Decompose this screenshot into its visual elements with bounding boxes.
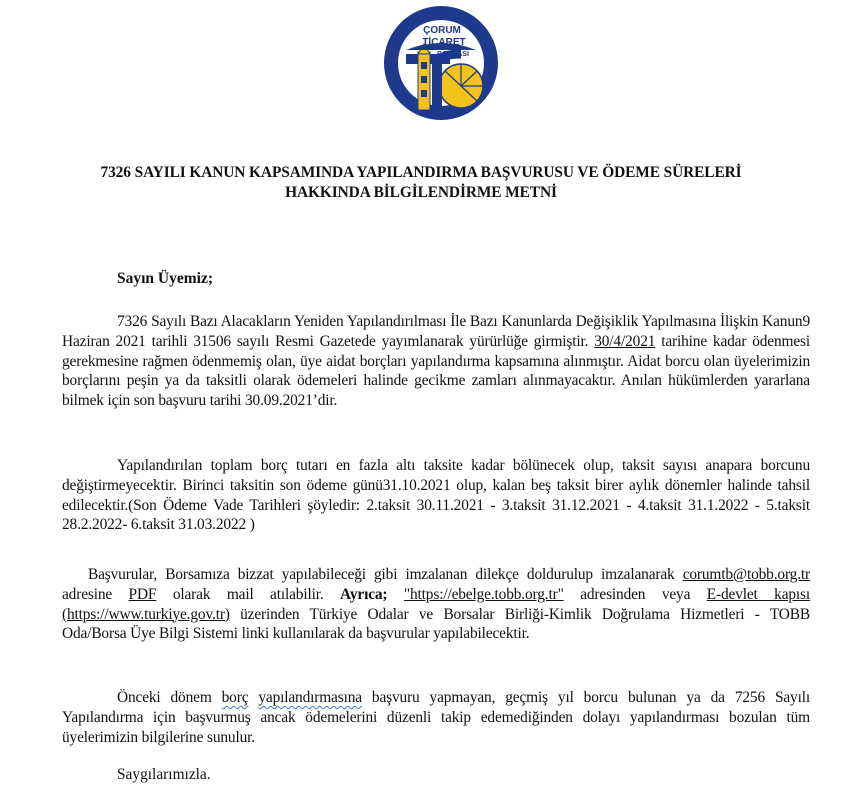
- p3-text-a: Başvurular, Borsamıza bizzat yapılabileceği gibi imzalanan dilekçe doldurulup imzalanarak: [88, 566, 675, 583]
- p4-text-b: başvuru yapmayan, geçmiş yıl borcu bulunan ya da 7256 Sayılı Yapılandırma için başvurmuş ancak ödemelerini düzenli takip edemediğinden dolayı yapılandırması bozulan tüm üyelerimizin bilgilerine sunulur.: [62, 689, 810, 746]
- p3-text-e: üzerinden Türkiye Odalar ve Borsalar Birliği-Kimlik Doğrulama Hizmetleri - TOBB Oda/Borsa Üye Bilgi Sistemi linki kullanılarak da başvurular yapılabilecektir.: [62, 605, 810, 643]
- corum-ticaret-borsasi-logo: [382, 4, 500, 122]
- logo-emblem-icon: [382, 4, 500, 122]
- p3-text-b: adresine: [62, 585, 113, 603]
- p1-text-b: tarihine kadar ödenmesi gerekmesine rağmen ödenmemiş olan, üye aidat borçları yapılandırma kapsamına alınmıştır. Aidat borcu olan üyelerimizin borçlarını peşin ya da taksitli olarak ödemeleri halinde gecikme zamları alınmayacaktır. Anılan hükümlerden yararlana bilmek için son başvuru tarihi 30.09.2021’dir.: [62, 332, 811, 410]
- p4-text-a: Önceki dönem: [117, 689, 212, 706]
- paragraph-1: [62, 312, 810, 411]
- p3-text-d: adresinden veya: [580, 585, 691, 603]
- document-title: [20, 163, 822, 203]
- logo-line-1: ÇORUM: [423, 25, 461, 36]
- p3-text-c: olarak mail atılabilir.: [172, 585, 324, 603]
- paragraph-3: [62, 565, 810, 644]
- ayrica-label: Ayrıca;: [340, 585, 388, 603]
- title-line-1: 7326 SAYILI KANUN KAPSAMINDA YAPILANDIRMA BAŞVURUSU VE ÖDEME SÜRELERİ: [100, 164, 742, 181]
- edevlet-link[interactable]: E-devlet kapısı: [706, 585, 811, 603]
- p1-text-a: 7326 Sayılı Bazı Alacakların Yeniden Yapılandırılması İle Bazı Kanunlarda Değişiklik Yapılmasına İlişkin Kanun9 Haziran 2021 tarihli 31506 sayılı Resmi Gazetede yayımlanarak yürürlüğe girmiştir.: [62, 313, 810, 350]
- p4-word-borc: borç: [221, 689, 249, 706]
- pdf-label: PDF: [128, 585, 157, 603]
- turkiye-gov-link[interactable]: (https://www.turkiye.gov.tr): [62, 605, 230, 623]
- paragraph-4: [62, 688, 810, 747]
- p2-text: Yapılandırılan toplam borç tutarı en fazla altı taksite kadar bölünecek olup, taksit sayısı anapara borcunu değiştirmeyecektir. Birinci taksitin son ödeme günü31.10.2021 olup, kalan beş taksit birer aylık dönemler halinde tahsil edilecektir.(Son Ödeme Vade Tarihleri şöyledir: 2.taksit 30.11.2021 - 3.taksit 31.12.2021 - 4.taksit 31.1.2022 - 5.taksit 28.2.2022- 6.taksit 31.03.2022 ): [62, 457, 810, 534]
- paragraph-2: [62, 456, 810, 535]
- logo-line-3: BORSASI: [437, 51, 469, 58]
- closing-text: Saygılarımızla.: [117, 766, 211, 783]
- salutation: Sayın Üyemiz;: [117, 270, 214, 287]
- p1-deadline-date: 30/4/2021: [594, 332, 656, 350]
- p4-word-yapilandirma: yapılandırmasına: [258, 689, 362, 706]
- title-line-2: HAKKINDA BİLGİLENDİRME METNİ: [285, 184, 557, 201]
- ebelge-link[interactable]: "https://ebelge.tobb.org.tr": [403, 585, 564, 603]
- email-link[interactable]: corumtb@tobb.org.tr: [682, 566, 810, 583]
- logo-line-2: TİCARET: [422, 37, 466, 48]
